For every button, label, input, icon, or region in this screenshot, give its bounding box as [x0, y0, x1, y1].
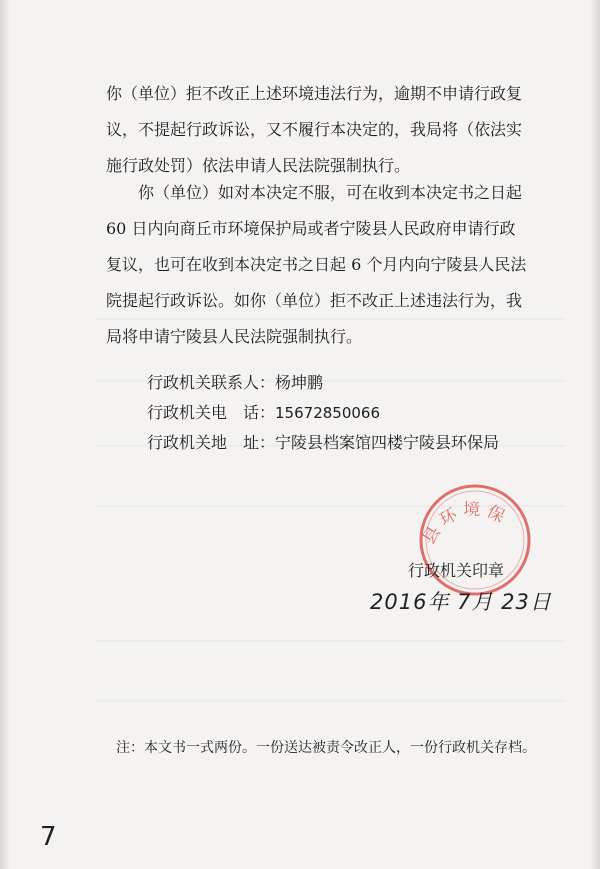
page-edge-left: [0, 0, 10, 869]
paragraph-line: 你（单位）拒不改正上述环境违法行为，逾期不申请行政复: [106, 84, 523, 103]
footnote: 注：本文书一式两份。一份送达被责令改正人，一份行政机关存档。: [116, 740, 536, 756]
handwritten-date: 2016年 7月 23日: [370, 590, 552, 614]
seal-text: 县环境保: [419, 499, 513, 549]
official-seal-icon: [415, 480, 535, 600]
paragraph-enforcement: [106, 76, 564, 184]
contact-person-value: 杨坤鹏: [275, 373, 324, 392]
paragraph-line: 复议，也可在收到本决定书之日起 6 个月内向宁陵县人民法: [106, 255, 527, 274]
bleed-through-line: [95, 700, 565, 702]
paragraph-line: 院提起行政诉讼。如你（单位）拒不改正上述违法行为，我: [106, 291, 523, 310]
contact-phone-value: 15672850066: [275, 404, 380, 422]
bleed-through-line: [95, 640, 565, 642]
seal-label: 行政机关印章: [408, 561, 505, 580]
paragraph-line: 局将申请宁陵县人民法院强制执行。: [106, 327, 363, 346]
paragraph-line: 议，不提起行政诉讼，又不履行本决定的，我局将（依法实: [106, 120, 523, 139]
paragraph-line: 你（单位）如对本决定不服，可在收到本决定书之日起: [138, 183, 523, 202]
contact-person: [147, 368, 323, 398]
contact-person-label: 行政机关联系人：: [147, 373, 276, 392]
handwritten-page-number: 7: [40, 822, 57, 852]
contact-phone-label: 行政机关电 话：: [147, 403, 276, 422]
paragraph-line: 施行政处罚）依法申请人民法院强制执行。: [106, 156, 411, 175]
paragraph-appeal: [106, 175, 564, 355]
paragraph-line: 60 日内向商丘市环境保护局或者宁陵县人民政府申请行政: [106, 219, 516, 238]
contact-phone: [147, 398, 380, 428]
contact-address: [147, 428, 499, 458]
contact-address-value: 宁陵县档案馆四楼宁陵县环保局: [275, 433, 500, 452]
page-edge-right: [590, 0, 600, 869]
contact-address-label: 行政机关地 址：: [147, 433, 276, 452]
